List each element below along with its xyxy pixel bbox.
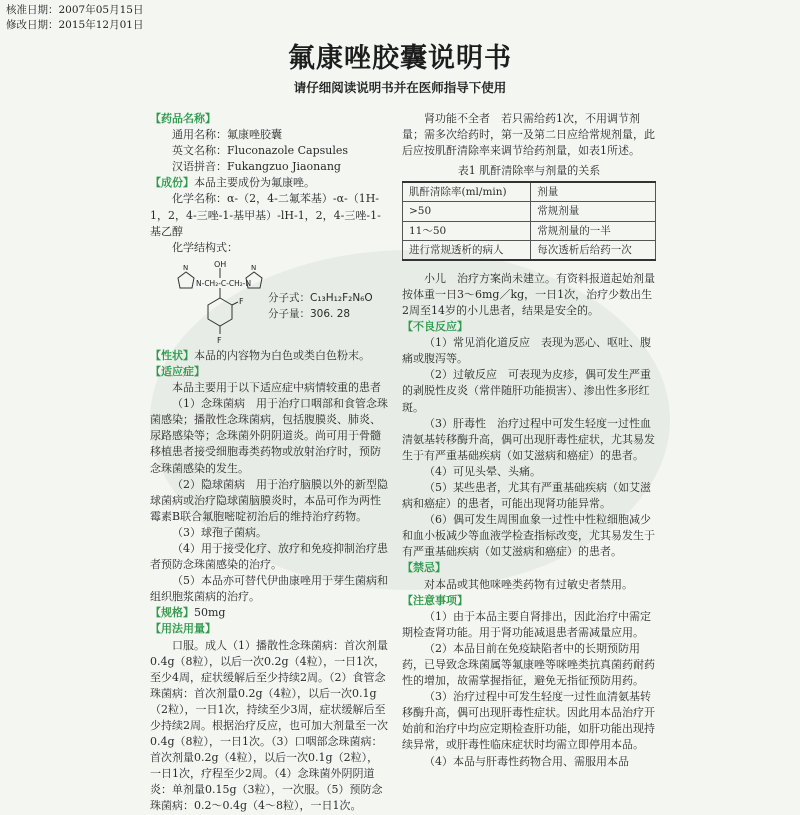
appearance-line [150,348,388,364]
page-title: 氟康唑胶囊说明书 [288,43,512,74]
appearance-text: 本品的内容物为白色或类白色粉末。 [194,348,370,362]
indication-item: （5）本品亦可替代伊曲康唑用于芽生菌病和组织胞浆菌病的治疗。 [150,574,388,604]
chain-label: N-CH₂-C-CH₂-N [196,278,252,288]
f-label-2: F [217,335,222,344]
indications-intro: 本品主要用于以下适应症中病情较重的患者 [172,381,381,395]
molecular-formula: 分子式：C₁₃H₁₂F₂N₆O [268,291,373,304]
adverse-item: （6）偶可发生周围血象一过性中性粒细胞减少和血小板减少等血液学检查指标改变，尤其易发生于有严重基础疾病（如艾滋病和癌症）的患者。 [402,513,655,559]
precautions-heading: 【注意事项】 [402,593,468,607]
indication-item: （3）球孢子菌病。 [172,525,267,539]
dosage-heading: 【用法用量】 [150,622,216,636]
chemical-structure-diagram [170,260,270,344]
composition-text: 本品主要成份为氟康唑。 [194,176,315,190]
dosage-text: 口服。成人（1）播散性念珠菌病：首次剂量0.4g（8粒），以后一次0.2g（4粒），一日1次，至少4周，症状缓解后至少持续2周。（2）食管念珠菌病：首次剂量0.2g（4粒），以后一次0.1g（2粒），一日1次，持续至少3周，症状缓解后至少持续2周。根据治疗反应，也可加大剂量至一次0.4g（8粒），一日1次。（3）口咽部念珠菌病：首次剂量0.2g（4粒），以后一次0.1g（2粒），一日1次，疗程至少2周。（4）念珠菌外阴阴道炎：单剂量0.15g（3粒），一次服。（5）预防念珠菌病：0.2～0.4g（4～8粒），一日1次。 [150,638,388,813]
drug-name-heading: 【药品名称】 [150,112,216,125]
indication-item: （4）用于接受化疗、放疗和免疫抑制治疗患者预防念珠菌感染的治疗。 [150,541,388,572]
indications-heading: 【适应症】 [150,364,205,378]
revision-date: 修改日期：2015年12月01日 [6,19,144,31]
indication-item: （2）隐球菌病 用于治疗脑膜以外的新型隐球菌病或治疗隐球菌脑膜炎时，本品可作为两性霉素B联合氟胞嘧啶初治后的维持治疗药物。 [150,477,388,523]
children-dosage-text: 小儿 治疗方案尚未建立。有资料报道起始剂量按体重一日3～6mg／kg，一日1次，治疗少数出生2周至14岁的小儿患者，结果是安全的。 [402,271,655,317]
composition-line [150,175,388,191]
page-subtitle: 请仔细阅读说明书并在医师指导下使用 [293,80,507,95]
creatinine-dose-table [402,181,656,260]
table-caption: 表1 肌酐清除率与剂量的关系 [457,164,601,178]
adverse-heading: 【不良反应】 [402,320,468,334]
indication-item: （1）念珠菌病 用于治疗口咽部和食管念珠菌感染；播散性念珠菌病，包括腹膜炎、肺炎、尿路感染等；念珠菌外阴阴道炎。尚可用于骨髓移植患者接受细胞毒类药物或放射治疗时，预防念珠菌感染的发生。 [150,397,388,475]
precaution-item: （2）本品目前在免疫缺陷者中的长期预防用药，已导致念珠菌属等氟康唑等咪唑类抗真菌药耐药性的增加，故需掌握指征，避免无指征预防用药。 [402,641,655,688]
table-row [403,240,656,260]
left-column [150,111,388,815]
specification-text: 50mg [194,606,226,620]
contraindications-text: 对本品或其他咪唑类药物有过敏史者禁用。 [424,577,633,591]
table-cell: 11～50 [403,221,531,240]
english-name: 英文名称：Fluconazole Capsules [172,144,349,158]
table-cell: >50 [403,202,531,221]
n-label-right: N [251,263,257,272]
renal-dosage-text: 肾功能不全者 若只需给药1次，不用调节剂量；需多次给药时，第一及第二日应给常规剂量，此后应按肌酐清除率来调节给药剂量，如表1所述。 [402,112,655,158]
right-column [402,111,656,770]
approval-date: 核准日期：2007年05月15日 [6,4,144,16]
table-cell: 进行常规透析的病人 [403,240,531,260]
precaution-item: （1）由于本品主要自肾排出，因此治疗中需定期检查肾功能。用于肾功能减退患者需减量应用。 [402,609,651,639]
appearance-heading: 【性状】 [150,348,194,362]
specification-heading: 【规格】 [150,606,194,620]
document-dates [6,3,143,33]
chemical-structure [150,258,388,346]
adverse-item: （3）肝毒性 治疗过程中可发生轻度一过性血清氨基转移酶升高，偶可出现肝毒性症状，尤其易发生于有严重基础疾病（如艾滋病和癌症）的患者。 [402,416,655,462]
adverse-item: （4）可见头晕、头痛。 [424,464,541,478]
table-row [403,202,656,221]
table-cell: 常规剂量 [531,202,656,221]
precaution-item: （3）治疗过程中可发生轻度一过性血清氨基转移酶升高，偶可出现肝毒性症状。因此用本品治疗开始前和治疗中均应定期检查肝功能，如肝功能出现持续异常，或肝毒性临床症状时均需立即停用本品。 [402,690,655,752]
chemical-name: 化学名称：α-（2，4-二氟苯基）-α-（1H-1，2，4-三唑-1-基甲基）-lH-1，2，4-三唑-1-基乙醇 [150,192,381,238]
generic-name: 通用名称：氟康唑胶囊 [172,128,282,142]
f-label-1: F [239,296,244,306]
precaution-item: （4）本品与肝毒性药物合用、需服用本品 [424,754,629,768]
pinyin-name: 汉语拼音：Fukangzuo Jiaonang [172,160,341,174]
benzene-ring [208,298,232,326]
table-header-cell: 剂量 [531,182,656,202]
triazole-ring-left [178,272,194,288]
adverse-item: （1）常见消化道反应 表现为恶心、呕吐、腹痛或腹泻等。 [402,336,651,366]
table-header-row [403,182,656,202]
table-cell: 每次透析后给药一次 [531,240,656,260]
fluoro-bond-1 [232,302,238,305]
adverse-item: （5）某些患者，尤其有严重基础疾病（如艾滋病和癌症）的患者，可能出现肾功能异常。 [402,480,651,511]
composition-heading: 【成份】 [150,176,194,190]
oh-label: OH [214,259,227,269]
table-header-cell: 肌酐清除率(ml/min) [403,182,531,202]
contraindications-heading: 【禁忌】 [402,561,446,575]
adverse-item: （2）过敏反应 可表现为皮疹，偶可发生严重的剥脱性皮炎（常伴随肝功能损害）、渗出性多形红斑。 [402,368,651,414]
table-cell: 常规剂量的一半 [531,221,656,240]
n-label-left: N [183,263,189,272]
table-row [403,221,656,240]
structure-label: 化学结构式： [172,240,238,254]
molecular-weight: 分子量：306. 28 [268,307,351,320]
specification-line [150,605,388,621]
